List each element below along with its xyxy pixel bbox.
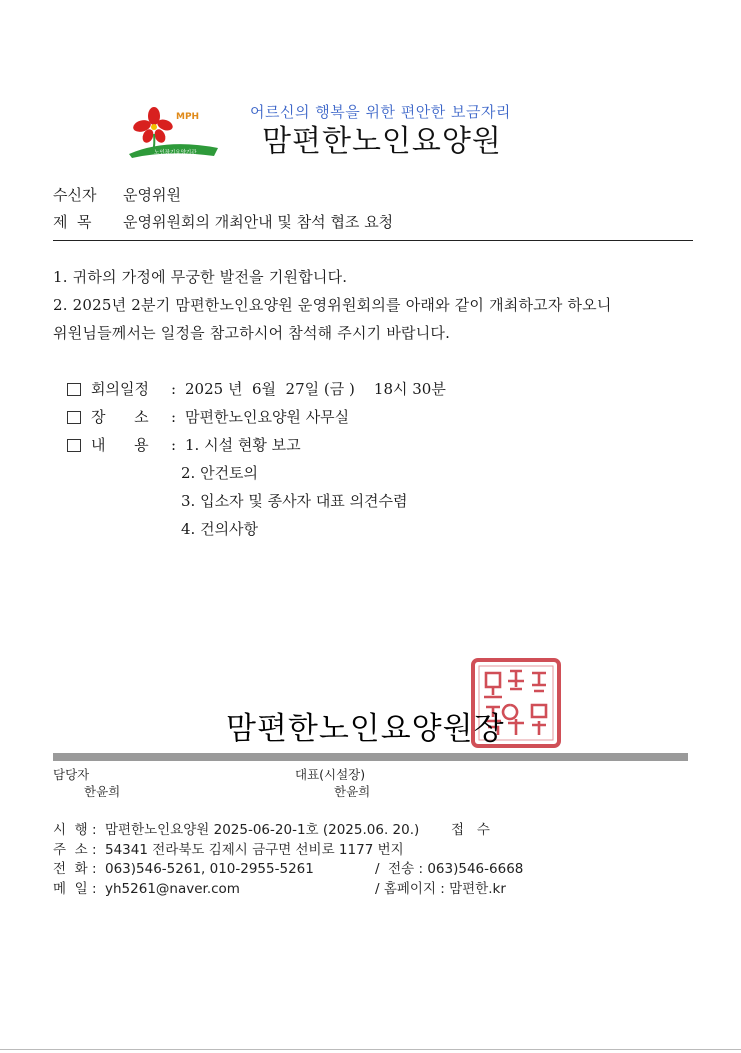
checkbox-icon — [67, 411, 81, 424]
receipt-label: 접 수 — [451, 822, 490, 838]
manager-name: 한윤희 — [84, 784, 121, 799]
schedule-label: 회의일정 — [91, 380, 149, 398]
colon-separator: : — [171, 408, 177, 426]
subject-value: 운영위원회의 개최안내 및 참석 협조 요청 — [123, 213, 394, 231]
seal-text: 맘편한노인요양원장의인 — [516, 747, 527, 748]
recipient-row — [53, 184, 181, 205]
colon-separator: : — [171, 380, 177, 398]
page-bottom-edge — [0, 1049, 741, 1050]
place-row — [67, 406, 349, 427]
phone-value: 063)546-5261, 010-2955-5261 — [105, 861, 314, 877]
email-value[interactable]: yh5261@naver.com — [105, 881, 240, 897]
address-value: 54341 전라북도 김제시 금구면 선비로 1177 번지 — [105, 842, 404, 858]
recipient-label: 수신자 — [53, 186, 97, 204]
colon-separator: : — [171, 436, 177, 454]
representative-name: 한윤희 — [334, 784, 371, 799]
address-label: 주 소 : — [53, 842, 97, 858]
content-item-1: 1. 시설 현황 보고 — [185, 436, 301, 454]
phone-label: 전 화 : — [53, 861, 97, 877]
place-value: 맘편한노인요양원 사무실 — [185, 408, 350, 426]
manager-label: 담당자 — [53, 767, 90, 782]
content-row — [67, 434, 301, 455]
address-row — [53, 838, 404, 858]
logo-caption: 노인장기요양기관 — [154, 150, 197, 156]
representative-label: 대표(시설장) — [295, 767, 366, 782]
organization-logo — [126, 104, 222, 160]
organization-title: 맘편한노인요양원 — [262, 124, 502, 159]
homepage-value[interactable]: / 홈페이지 : 맘편한.kr — [375, 881, 506, 897]
subject-row — [53, 211, 393, 232]
subject-label: 제 목 — [53, 213, 92, 231]
paragraph-1: 1. 귀하의 가정에 무궁한 발전을 기원합니다. — [53, 268, 348, 286]
organization-motto: 어르신의 행복을 위한 편안한 보금자리 — [250, 103, 511, 121]
content-item-4: 4. 건의사항 — [181, 520, 259, 538]
issue-row — [53, 818, 490, 838]
issue-label: 시 행 : — [53, 822, 97, 838]
place-label: 장 소 — [91, 408, 149, 426]
checkbox-icon — [67, 383, 81, 396]
issue-value: 맘편한노인요양원 2025-06-20-1호 (2025.06. 20.) — [105, 822, 420, 838]
schedule-value: 2025 년 6월 27일 (금 ) 18시 30분 — [185, 380, 446, 398]
email-row — [53, 877, 506, 897]
phone-row — [53, 857, 524, 877]
email-label: 메 일 : — [53, 881, 97, 897]
content-label: 내 용 — [91, 436, 149, 454]
recipient-value: 운영위원 — [123, 186, 181, 204]
paragraph-2-line-1: 2. 2025년 2분기 맘편한노인요양원 운영위원회의를 아래와 같이 개최하고자 하오니 — [53, 296, 612, 314]
footer-divider — [53, 753, 688, 761]
sender-signature: 맘편한노인요양원장 — [226, 711, 505, 747]
checkbox-icon — [67, 439, 81, 452]
paragraph-2-line-2: 위원님들께서는 일정을 참고하시어 참석해 주시기 바랍니다. — [53, 324, 451, 342]
logo-mark-text: MPH — [176, 112, 200, 122]
schedule-row — [67, 378, 446, 399]
fax-value: / 전송 : 063)546-6668 — [375, 861, 524, 877]
content-item-3: 3. 입소자 및 종사자 대표 의견수렴 — [181, 492, 408, 510]
header-divider — [53, 240, 693, 241]
content-item-2: 2. 안건토의 — [181, 464, 259, 482]
